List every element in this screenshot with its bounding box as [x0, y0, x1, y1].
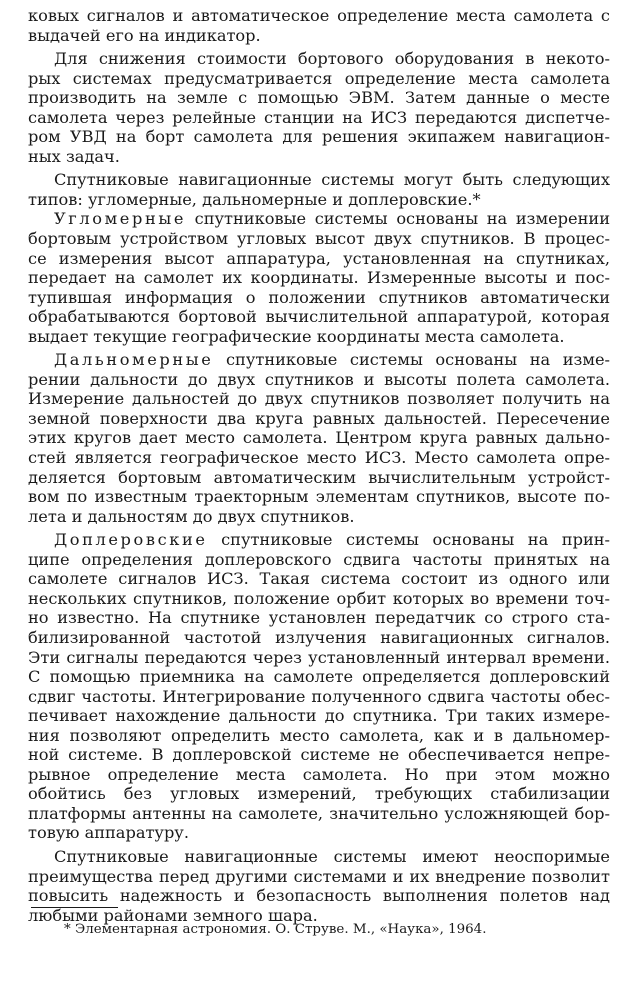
text-line [28, 350, 610, 370]
text-line: ных задач. [28, 146, 120, 166]
text-line: ковых сигналов и автоматическое определение места самолета с [28, 6, 610, 25]
text-line: рых системах предусматривается определение места самолета [28, 68, 610, 88]
footnote: * Элементарная астрономия. О. Струве. М., «Наука», 1964. [64, 922, 487, 937]
text-line: бортовым устройством угловых высот двух спутников. В процес- [28, 229, 610, 249]
text-line: выдачей его на индикатор. [28, 25, 261, 45]
text-line: но известно. На спутнике установлен передатчик со строго ста- [28, 608, 610, 628]
text-line: билизированной частотой излучения навигационных сигналов. [28, 627, 610, 647]
page-body [28, 6, 610, 925]
section-lead-term: Доплеровские [54, 530, 208, 550]
text-line: обойтись без угловых измерений, требующих стабилизации [28, 784, 610, 804]
paragraph [28, 350, 610, 526]
text-line: сдвиг частоты. Интегрирование полученного сдвига частоты обес- [28, 686, 610, 706]
text-line: ром УВД на борт самолета для решения экипажем навигацион- [28, 127, 610, 147]
text-line: тупившая информация о положении спутников автоматически [28, 287, 610, 307]
text-fragment: спутниковые системы основаны на прин- [207, 530, 610, 550]
text-line: рении дальности до двух спутников и высоты полета самолета. [28, 369, 610, 389]
text-line: типов: угломерные, дальномерные и доплеровские.* [28, 189, 481, 209]
paragraph [28, 530, 610, 843]
paragraph [28, 170, 610, 209]
text-line: стей является географическое место ИСЗ. Место самолета опре- [28, 448, 610, 468]
text-line: выдает текущие географические координаты места самолета. [28, 326, 565, 346]
section-lead-term: Дальномерные [54, 350, 214, 370]
text-line: печивает нахождение дальности до спутника. Три таких измере- [28, 706, 610, 726]
text-line: обрабатываются бортовой вычислительной аппаратурой, которая [28, 307, 610, 327]
text-line: ной системе. В доплеровской системе не обеспечивается непре- [28, 745, 610, 765]
text-line: Для снижения стоимости бортового оборудования в некото- [54, 49, 610, 69]
text-line: ния позволяют определить место самолета, как и в дальномер- [28, 725, 610, 745]
text-line: Спутниковые навигационные системы имеют неоспоримые [54, 846, 610, 866]
text-line [28, 209, 610, 229]
footnote-separator [31, 907, 118, 908]
text-fragment: спутниковые системы основаны на изме- [213, 350, 610, 370]
text-fragment: спутниковые системы основаны на измерении [186, 209, 610, 229]
text-line: самолете сигналов ИСЗ. Такая система состоит из одного или [28, 569, 610, 589]
text-line: Спутниковые навигационные системы могут быть следующих [54, 170, 610, 190]
text-line: передает на самолет их координаты. Измеренные высоты и пос- [28, 268, 610, 288]
text-line: деляется бортовым автоматическим вычислительным устройст- [28, 467, 610, 487]
text-line: товую аппаратуру. [28, 823, 189, 843]
paragraph [28, 6, 610, 45]
text-line: нескольких спутников, положение орбит которых во времени точ- [28, 588, 610, 608]
text-line: платформы антенны на самолете, значительно усложняющей бор- [28, 803, 610, 823]
text-line: С помощью приемника на самолете определяется доплеровский [28, 667, 610, 687]
text-line: рывное определение места самолета. Но при этом можно [28, 764, 610, 784]
text-line: Измерение дальностей до двух спутников позволяет получить на [28, 389, 610, 409]
text-line: любыми районами земного шара. [28, 905, 318, 925]
paragraph [28, 847, 610, 925]
text-line: земной поверхности два круга равных дальностей. Пересечение [28, 408, 610, 428]
text-line: се измерения высот аппаратура, установленная на спутниках, [28, 248, 610, 268]
text-line: лета и дальностям до двух спутников. [28, 506, 355, 526]
text-line: преимущества перед другими системами и их внедрение позволит [28, 866, 610, 886]
text-line [28, 530, 610, 550]
section-lead-term: Угломерные [54, 209, 186, 229]
paragraph [28, 49, 610, 166]
text-line: этих кругов дает место самолета. Центром круга равных дально- [28, 428, 610, 448]
text-line: Эти сигналы передаются через установленный интервал времени. [28, 647, 610, 667]
text-line: ципе определения доплеровского сдвига частоты принятых на [28, 549, 610, 569]
text-line: повысить надежность и безопасность выполнения полетов над [28, 886, 610, 906]
text-line: производить на земле с помощью ЭВМ. Затем данные о месте [28, 88, 610, 108]
text-line: самолета через релейные станции на ИСЗ передаются диспетче- [28, 107, 610, 127]
paragraph [28, 209, 610, 346]
text-line: вом по известным траекторным элементам спутников, высоте по- [28, 487, 610, 507]
